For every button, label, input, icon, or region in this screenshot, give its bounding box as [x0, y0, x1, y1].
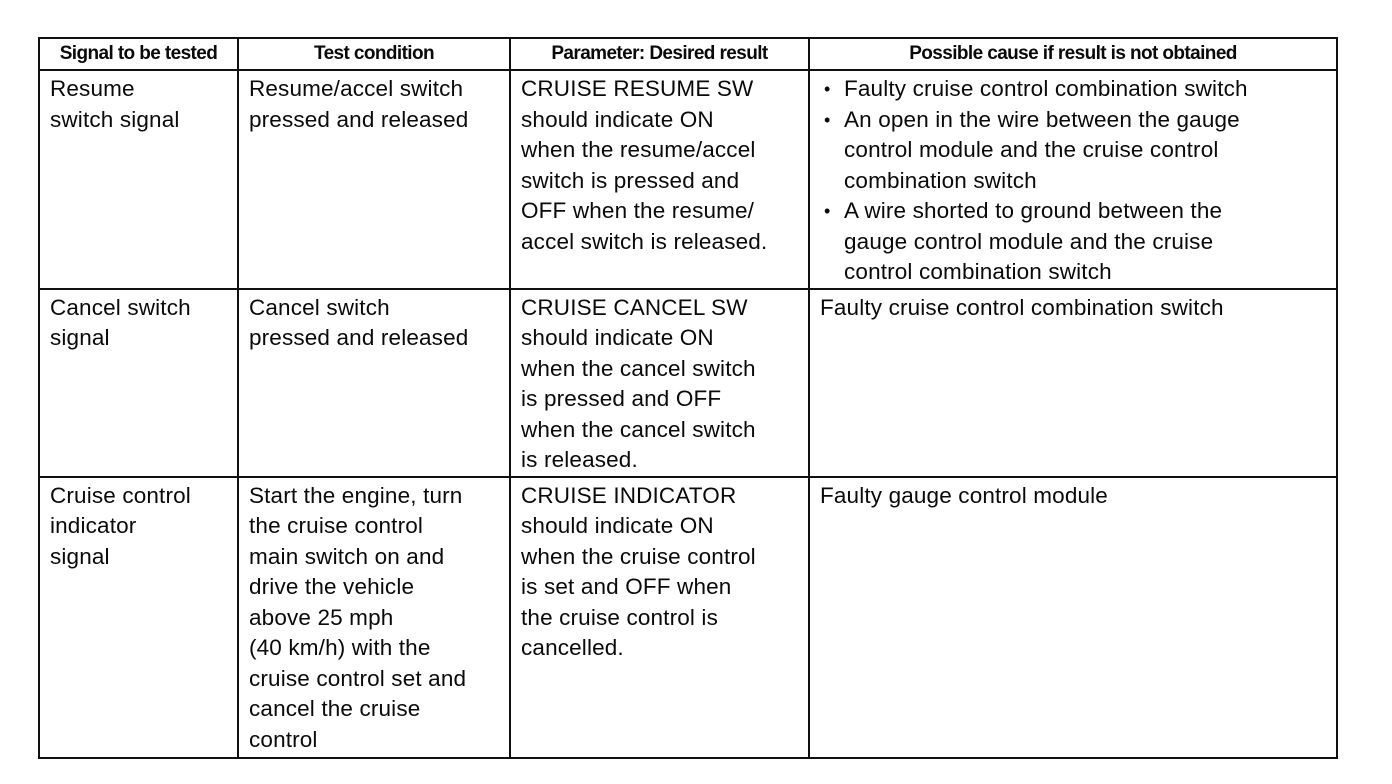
condition-cell [238, 289, 510, 477]
header-row [39, 38, 1337, 70]
signal-cell [39, 289, 238, 477]
signal-cell [39, 477, 238, 758]
header-signal: Signal to be tested [39, 38, 238, 70]
condition-text: Resume/accel switch pressed and released [249, 76, 469, 132]
bullet-icon: • [824, 79, 831, 99]
cause-cell [809, 477, 1337, 758]
cause-cell [809, 289, 1337, 477]
signal-text: Cruise control indicator signal [50, 482, 191, 569]
parameter-cell [510, 70, 809, 289]
signal-text: Cancel switch signal [50, 294, 191, 350]
parameter-cell [510, 477, 809, 758]
signal-text: Resume switch signal [50, 76, 180, 132]
parameter-text: CRUISE CANCEL SW should indicate ON when the cancel switch is pressed and OFF when the cancel switch is released. [521, 294, 756, 472]
cause-list-item [820, 196, 1330, 288]
cause-list-item [820, 105, 1330, 197]
table-row-cruise-indicator [39, 477, 1337, 758]
cause-text: An open in the wire between the gauge control module and the cruise control combination switch [844, 106, 1240, 193]
cause-text: Faulty cruise control combination switch [844, 76, 1248, 101]
header-possible-cause: Possible cause if result is not obtained [809, 38, 1337, 70]
condition-text: Start the engine, turn the cruise control main switch on and drive the vehicle above 25 mph (40 km/h) with the cruise control set and cancel the cruise control [249, 482, 467, 752]
cause-list [820, 74, 1330, 288]
cause-text: Faulty cruise control combination switch [820, 294, 1224, 320]
table-row-cancel-switch [39, 289, 1337, 477]
header-parameter: Parameter: Desired result [510, 38, 809, 70]
table-row-resume-switch [39, 70, 1337, 289]
signal-cell [39, 70, 238, 289]
bullet-icon: • [824, 109, 831, 130]
parameter-cell [510, 289, 809, 477]
diagnostic-table [38, 37, 1338, 759]
condition-cell [238, 70, 510, 289]
cause-text: Faulty gauge control module [820, 482, 1108, 508]
cause-list-item [820, 74, 1330, 105]
bullet-icon: • [824, 201, 831, 221]
header-test-condition: Test condition [238, 38, 510, 70]
parameter-text: CRUISE INDICATOR should indicate ON when the cruise control is set and OFF when the cruise control is cancelled. [521, 482, 756, 660]
cause-cell [809, 70, 1337, 289]
parameter-text: CRUISE RESUME SW should indicate ON when the resume/accel switch is pressed and OFF when the resume/ accel switch is released. [521, 76, 768, 254]
condition-cell [238, 477, 510, 758]
condition-text: Cancel switch pressed and released [249, 294, 469, 350]
cause-text: A wire shorted to ground between the gauge control module and the cruise control combination switch [844, 198, 1223, 284]
